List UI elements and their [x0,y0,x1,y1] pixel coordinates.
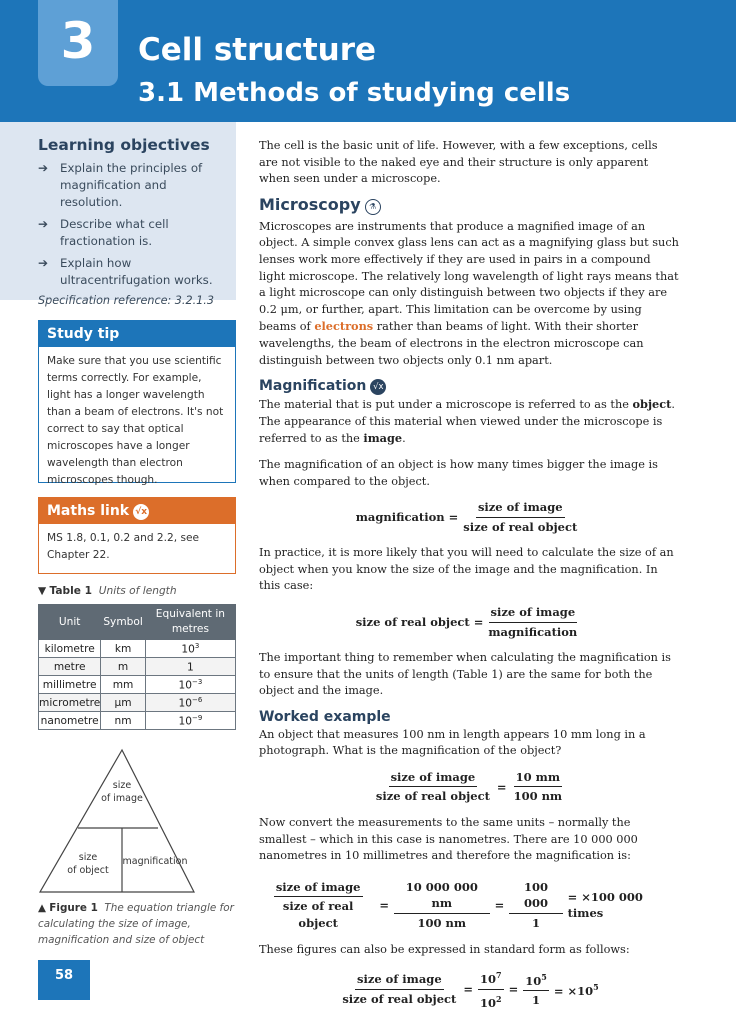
table-row: nanometre nm $10^{-9}$ [39,712,236,730]
learning-objectives-box [0,122,236,307]
table-row: millimetre mm $10^{-3}$ [39,676,236,694]
triangle-label-top: of image [101,793,143,804]
keyword-image: image [363,431,403,446]
magnification-equation: magnification = $\frac{\text{size of image}}{\text{size of real object}}$ [355,500,578,534]
magnification-definition: The magnification of an object is how many times bigger the image is when compared to the object. [259,457,658,488]
units-of-length-table [38,604,236,730]
maths-link-heading: Maths link √x [39,498,235,524]
objective-item: ➔ Explain how ultracentrifugation works. [38,256,213,287]
chapter-number: 3 [38,0,118,86]
study-tip-body: Make sure that you use scientific terms correctly. For example, light has a longer wavelength than a beam of electrons. It's not correct to say that optical microscopes have a longer wavelength than electron microscopes though. [47,355,224,486]
triangle-label-top: size [112,780,132,791]
arrow-icon: ➔ [38,161,49,175]
standard-form-equation: $\frac{\text{size of image}}{\text{size of real object}}$ = $\frac{10^7}{10^2}$ = $\frac{10^5}{1}$ = $\times 10^5$ [259,967,679,1011]
worked-equation-2: $\frac{\text{size of image}}{\text{size of real object}}$ = $\frac{10 000 000 nm}{100 nm}$ = $\frac{100 000}{1}$ = ×100 000 times [275,879,643,930]
study-tip-heading: Study tip [39,321,235,347]
intro-paragraph: The cell is the basic unit of life. However, with a few exceptions, cells are not visible to the naked eye and their structure is only apparent when seen under a microscope. [259,139,658,186]
worked-example-text: An object that measures 100 nm in length appears 10 mm long in a photograph. What is the magnification of the object? [259,727,646,758]
triangle-label-right: magnification [122,856,188,867]
equation-triangle-diagram [38,748,198,896]
table-caption: ▼ Table 1 Units of length [38,585,177,597]
table-row: metre m 1 [39,658,236,676]
column-header: Symbol [101,605,145,640]
triangle-outline [40,750,194,892]
size-of-object-equation: size of real object = $\frac{\text{size of image}}{\text{magnification}}$ [355,605,578,639]
practical-flask-icon: ⚗ [365,199,381,215]
arrow-icon: ➔ [38,256,49,270]
column-header: Unit [39,605,101,640]
standard-form-paragraph: These figures can also be expressed in standard form as follows: [259,942,630,956]
worked-example-heading: Worked example [259,709,391,726]
study-tip-box [38,320,236,486]
chapter-title: Cell structure [138,32,377,68]
triangle-label-left: size [78,852,98,863]
microscopy-heading: Microscopy ⚗ [259,197,679,215]
arrow-icon: ➔ [38,217,49,231]
specification-reference: Specification reference: 3.2.1.3 [38,294,214,307]
object-image-paragraph: The material that is put under a microscope is referred to as the object. The appearance of this material when viewed under the microscope is referred to as the image. [259,397,675,446]
worked-equation-1: $\frac{\text{size of image}}{\text{size of real object}}$ = $\frac{10 mm}{100 nm}$ [375,769,563,804]
learning-objectives-heading: Learning objectives [38,136,210,154]
table-row: kilometre km $10^3$ [39,640,236,658]
table-header-row [39,605,236,640]
practice-paragraph: In practice, it is more likely that you will need to calculate the size of an object when you know the size of the image and the magnification. In this case: [259,546,674,593]
keyword-object: object [632,397,672,412]
table-row: micrometre μm $10^{-6}$ [39,694,236,712]
maths-link-body: MS 1.8, 0.1, 0.2 and 2.2, see Chapter 22. [47,532,200,561]
page-number: 58 [38,960,90,1000]
maths-link-box [38,497,236,574]
units-paragraph: The important thing to remember when calculating the magnification is to ensure that the units of length (Table 1) are the same for both the object and the image. [259,651,671,698]
objective-item: ➔ Explain the principles of magnification and resolution. [38,161,203,209]
figure-caption: ▲ Figure 1 The equation triangle for calculating the size of image, magnification and size of object [38,902,234,946]
keyword-electrons: electrons [314,319,374,334]
triangle-label-left: of object [67,865,109,876]
microscopy-paragraph: Microscopes are instruments that produce a magnified image of an object. A simple convex glass lens can act as a magnifying glass but such lenses work more effectively if they are used in pairs in a compound light microscope. The relatively long wavelength of light rays means that a light microscope can only distinguish between two objects if they are 0.2 μm, or further, apart. This limitation can be overcome by using beams of electrons rather than beams of light. With their shorter wavelengths, the beam of electrons in the electron microscope can distinguish between two objects only 0.1 nm apart. [259,219,679,367]
column-header: Equivalent in metres [145,605,235,640]
chapter-header [0,0,736,122]
magnification-heading: Magnification √x [259,378,679,395]
section-title: 3.1 Methods of studying cells [138,78,571,108]
objective-item: ➔ Describe what cell fractionation is. [38,217,169,248]
main-content [259,138,679,1021]
convert-paragraph: Now convert the measurements to the same units – normally the smallest – which in this case is nanometres. There are 10 000 000 nanometres in 10 millimetres and therefore the magnification is: [259,816,638,863]
square-root-icon: √x [133,504,149,520]
maths-skill-icon: √x [370,379,386,395]
